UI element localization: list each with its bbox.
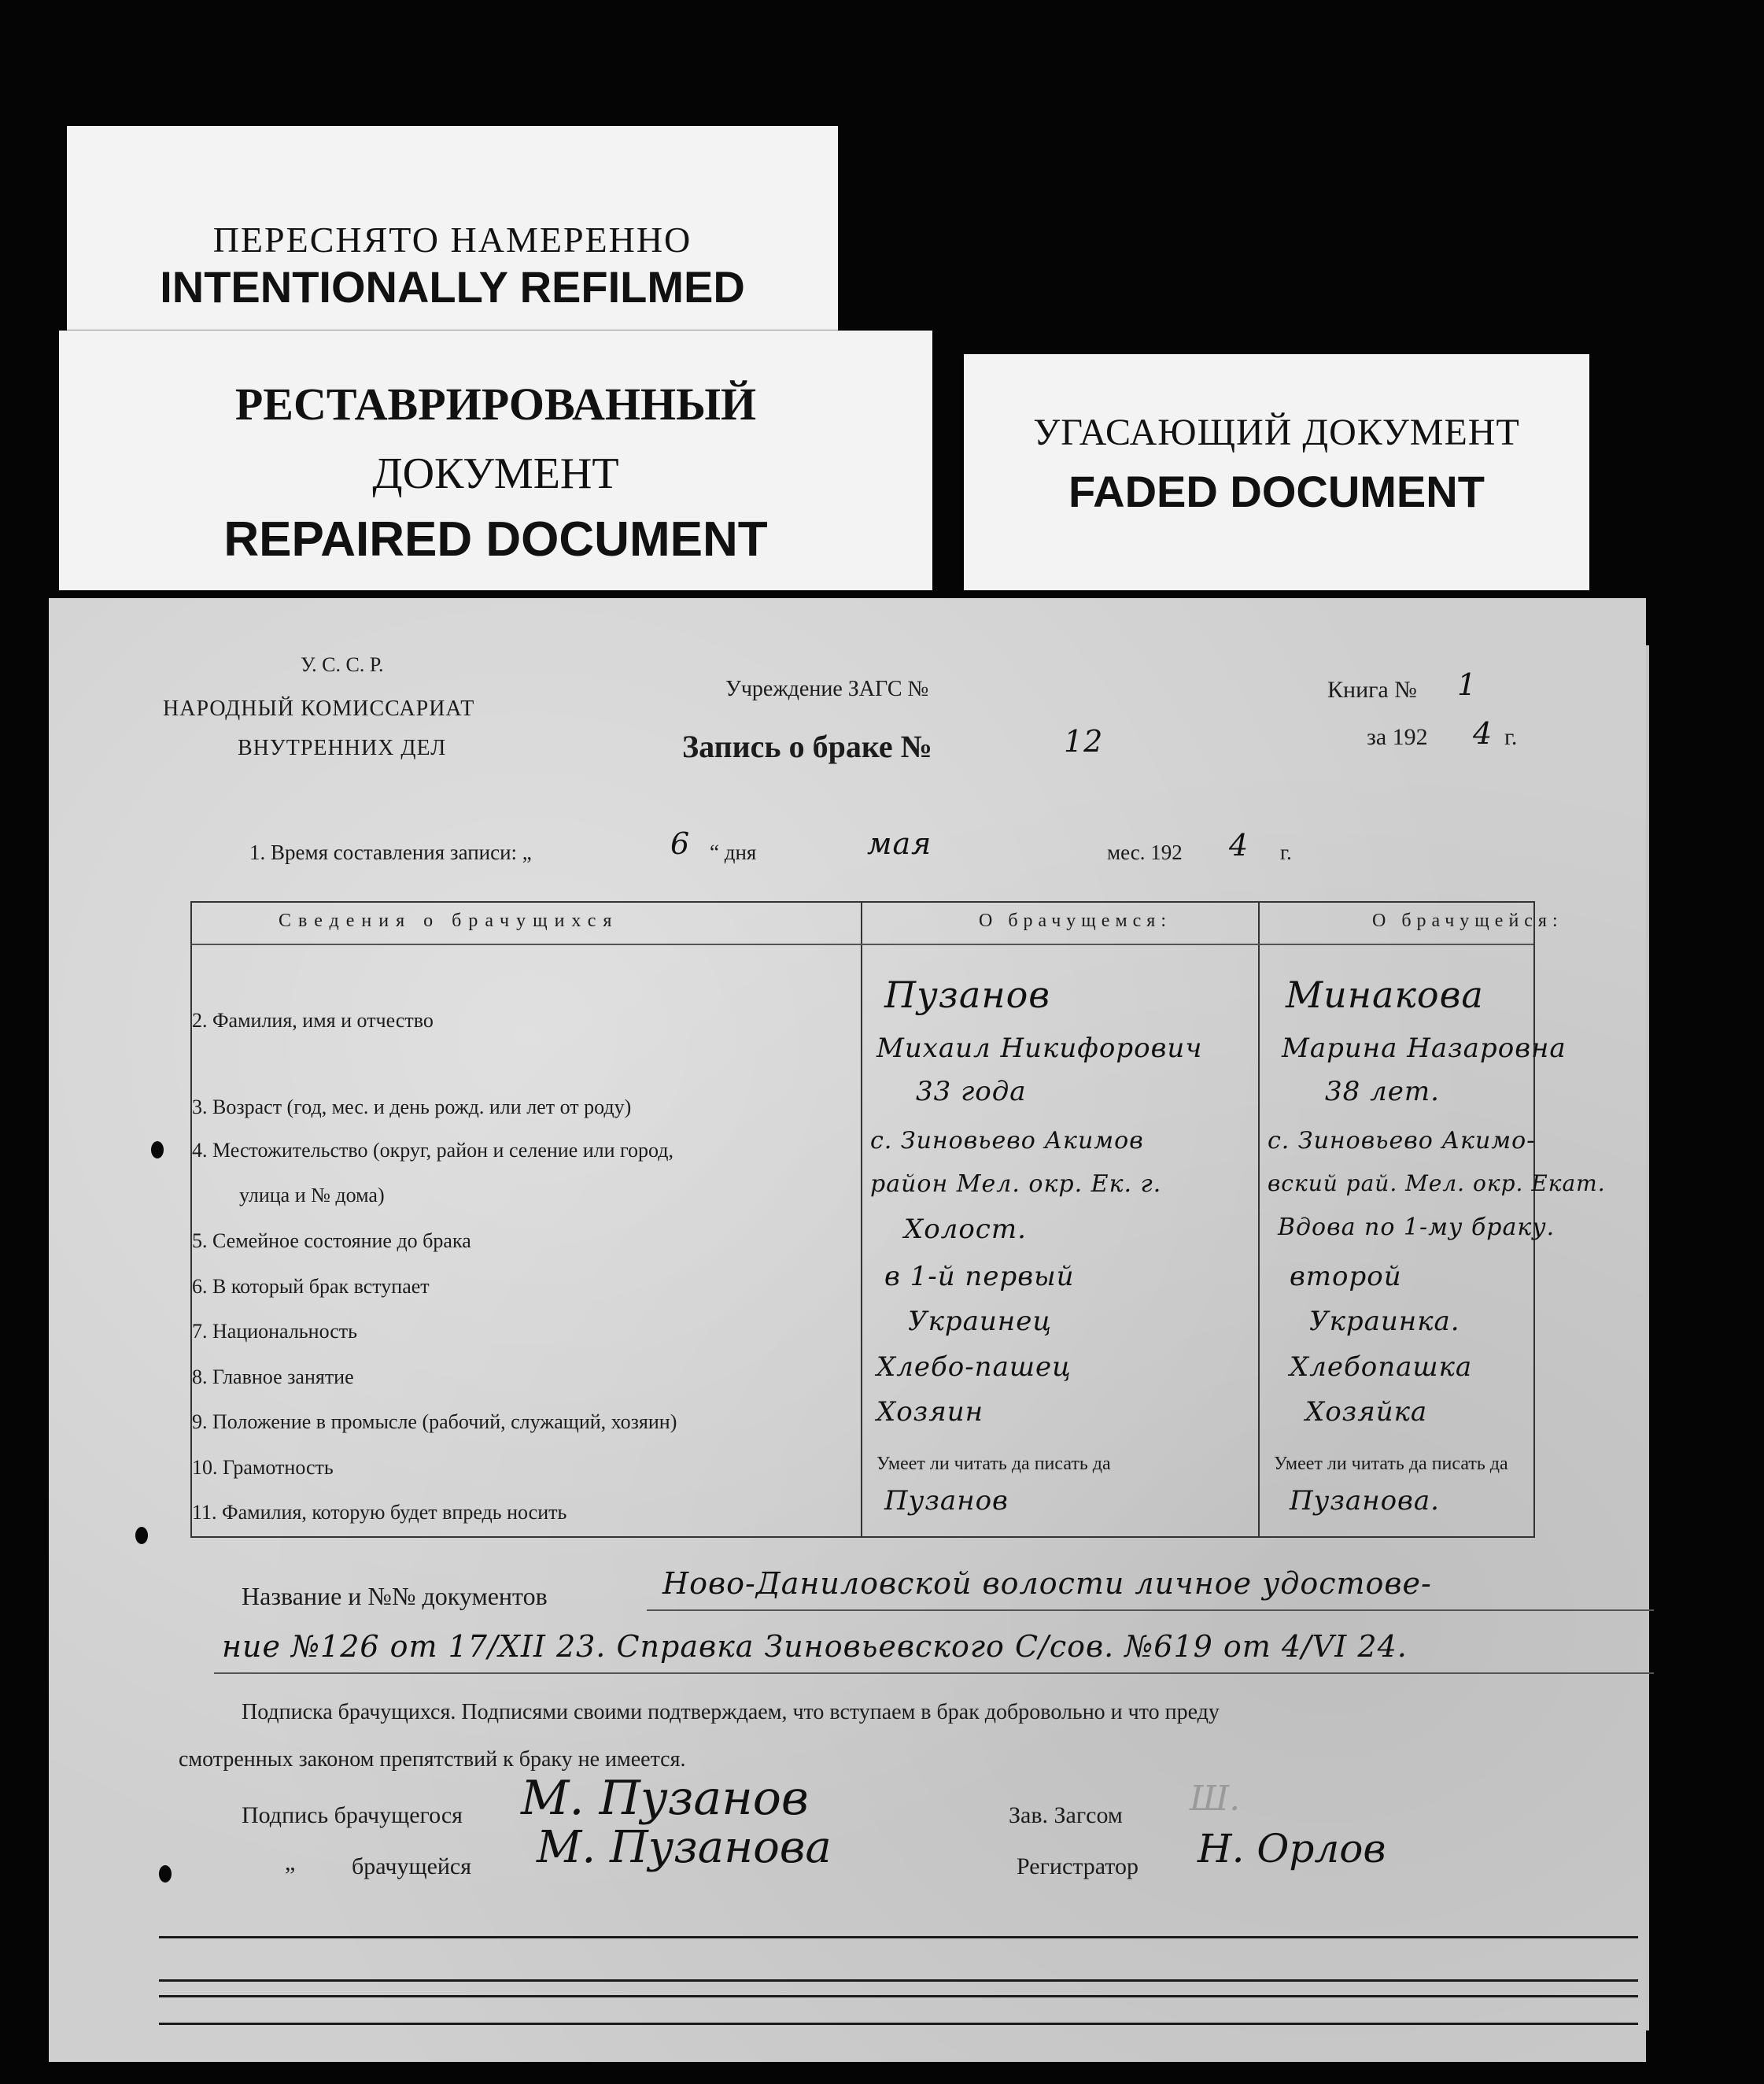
documents-line2: ние №126 от 17/XII 23. Справка Зиновьевского С/сов. №619 от 4/VI 24. bbox=[222, 1629, 1408, 1664]
punch-hole bbox=[151, 1141, 164, 1158]
groom-value: Пузанов bbox=[884, 1485, 1009, 1517]
bride-value: Марина Назаровна bbox=[1282, 1033, 1567, 1064]
repaired-ru-line1: РЕСТАВРИРОВАННЫЙ bbox=[234, 379, 757, 430]
repaired-en-text: REPAIRED DOCUMENT bbox=[223, 512, 768, 567]
record-day-label: “ дня bbox=[710, 841, 757, 864]
documents-label: Название и №№ документов bbox=[242, 1582, 548, 1610]
row-label: 6. В который брак вступает bbox=[192, 1275, 430, 1298]
book-number: 1 bbox=[1457, 667, 1478, 702]
bride-signature-label: брачущейся bbox=[352, 1853, 472, 1879]
bride-value: Хозяйка bbox=[1305, 1396, 1428, 1428]
record-time-label: 1. Время составления записи: „ bbox=[249, 841, 532, 864]
statement-line1: Подписка брачущихся. Подписями своими подтверждаем, что вступаем в брак добровольно и что преду bbox=[242, 1700, 1220, 1724]
punch-hole bbox=[135, 1527, 148, 1544]
refilmed-en-text: INTENTIONALLY REFILMED bbox=[160, 262, 745, 312]
repaired-card bbox=[59, 331, 932, 590]
year-suffix: г. bbox=[1504, 724, 1518, 750]
head-zags-signature: Ш. bbox=[1190, 1779, 1241, 1819]
row-label: 2. Фамилия, имя и отчество bbox=[192, 1009, 434, 1032]
groom-value: Украинец bbox=[908, 1306, 1053, 1337]
documents-underline bbox=[214, 1672, 1654, 1674]
marriage-record-sheet bbox=[49, 598, 1646, 2062]
bottom-rule bbox=[159, 1995, 1638, 1997]
bride-value: Пузанова. bbox=[1290, 1485, 1440, 1517]
groom-signature: М. Пузанов bbox=[521, 1771, 809, 1826]
groom-value: Михаил Никифорович bbox=[876, 1033, 1203, 1064]
book-label: Книга № bbox=[1327, 677, 1417, 703]
head-zags-label: Зав. Загсом bbox=[1009, 1802, 1123, 1828]
record-year: 4 bbox=[1229, 828, 1249, 863]
refilmed-card bbox=[67, 126, 838, 338]
row-label: 10. Грамотность bbox=[192, 1456, 334, 1479]
year-label: за 192 bbox=[1367, 724, 1428, 750]
groom-value: с. Зиновьево Акимов bbox=[870, 1127, 1144, 1155]
col-header-bride: О брачущейся: bbox=[1372, 911, 1563, 931]
groom-value: Холост. bbox=[904, 1214, 1027, 1245]
table-divider bbox=[1258, 903, 1260, 1536]
statement-line2: смотренных законом препятствий к браку не имеется. bbox=[179, 1747, 686, 1772]
row-label: 3. Возраст (год, мес. и день рожд. или лет от роду) bbox=[192, 1096, 632, 1118]
repaired-ru-line2: ДОКУМЕНТ bbox=[372, 449, 619, 498]
punch-hole bbox=[159, 1865, 172, 1883]
groom-value: 33 года bbox=[916, 1076, 1027, 1107]
record-day: 6 bbox=[670, 826, 691, 861]
bride-value: вский рай. Мел. окр. Екат. bbox=[1268, 1170, 1606, 1196]
bride-value: Украинка. bbox=[1309, 1306, 1460, 1337]
commissariat-label: НАРОДНЫЙ КОМИССАРИАТ bbox=[163, 697, 475, 721]
record-number: 12 bbox=[1064, 724, 1104, 759]
groom-value: Пузанов bbox=[884, 974, 1051, 1016]
bride-value: 38 лет. bbox=[1325, 1076, 1440, 1107]
col-header-groom: О брачущемся: bbox=[979, 911, 1172, 931]
bottom-rule bbox=[159, 1979, 1638, 1982]
groom-signature-label: Подпись брачущегося bbox=[242, 1802, 463, 1828]
documents-line1: Ново-Даниловской волости личное удостове- bbox=[662, 1566, 1432, 1601]
groom-value: в 1-й первый bbox=[884, 1261, 1075, 1292]
zags-label: Учреждение ЗАГС № bbox=[725, 677, 929, 701]
bride-literacy: Умеет ли читать да писать да bbox=[1274, 1454, 1508, 1474]
col-header-info: Сведения о брачущихся bbox=[279, 911, 619, 931]
faded-card bbox=[964, 354, 1589, 590]
bride-signature-quote: „ bbox=[285, 1849, 296, 1875]
groom-value: Хозяин bbox=[876, 1396, 984, 1428]
registrar-signature: Н. Орлов bbox=[1198, 1826, 1386, 1872]
registrar-label: Регистратор bbox=[1017, 1853, 1139, 1879]
row-label: 7. Национальность bbox=[192, 1320, 357, 1343]
bride-value: Минакова bbox=[1286, 974, 1484, 1016]
groom-value: район Мел. окр. Ек. г. bbox=[870, 1170, 1162, 1198]
faded-ru-text: УГАСАЮЩИЙ ДОКУМЕНТ bbox=[1033, 412, 1520, 453]
bride-signature: М. Пузанова bbox=[537, 1822, 832, 1873]
record-g-label: г. bbox=[1280, 841, 1292, 864]
table-header-rule bbox=[192, 944, 1533, 945]
ussr-label: У. С. С. Р. bbox=[301, 653, 384, 676]
documents-underline bbox=[647, 1609, 1654, 1611]
record-month: мая bbox=[867, 826, 932, 861]
table-divider bbox=[861, 903, 862, 1536]
refilmed-ru-text: ПЕРЕСНЯТО НАМЕРЕННО bbox=[212, 220, 692, 260]
row-label: 4. Местожительство (округ, район и селение или город, bbox=[192, 1139, 674, 1162]
row-label: 8. Главное занятие bbox=[192, 1365, 354, 1388]
bride-value: Хлебопашка bbox=[1290, 1351, 1473, 1383]
bottom-rule bbox=[159, 2023, 1638, 2025]
bride-value: с. Зиновьево Акимо- bbox=[1268, 1127, 1536, 1155]
bride-value: второй bbox=[1290, 1261, 1402, 1292]
bottom-rule bbox=[159, 1936, 1638, 1938]
spouses-table bbox=[190, 901, 1606, 1538]
row-label: 5. Семейное состояние до брака bbox=[192, 1229, 471, 1252]
record-title: Запись о браке № bbox=[682, 729, 932, 764]
internal-affairs-label: ВНУТРЕННИХ ДЕЛ bbox=[238, 736, 447, 760]
row-label: 9. Положение в промысле (рабочий, служащий, хозяин) bbox=[192, 1410, 677, 1433]
groom-value: Хлебо-пашец bbox=[876, 1351, 1072, 1383]
bride-value: Вдова по 1-му браку. bbox=[1278, 1214, 1555, 1241]
row-label: улица и № дома) bbox=[239, 1184, 385, 1206]
row-label: 11. Фамилия, которую будет впредь носить bbox=[192, 1501, 567, 1524]
year-value: 4 bbox=[1473, 716, 1493, 751]
faded-en-text: FADED DOCUMENT bbox=[1068, 467, 1485, 516]
groom-literacy: Умеет ли читать да писать да bbox=[876, 1454, 1111, 1474]
record-mes-label: мес. 192 bbox=[1107, 841, 1183, 864]
